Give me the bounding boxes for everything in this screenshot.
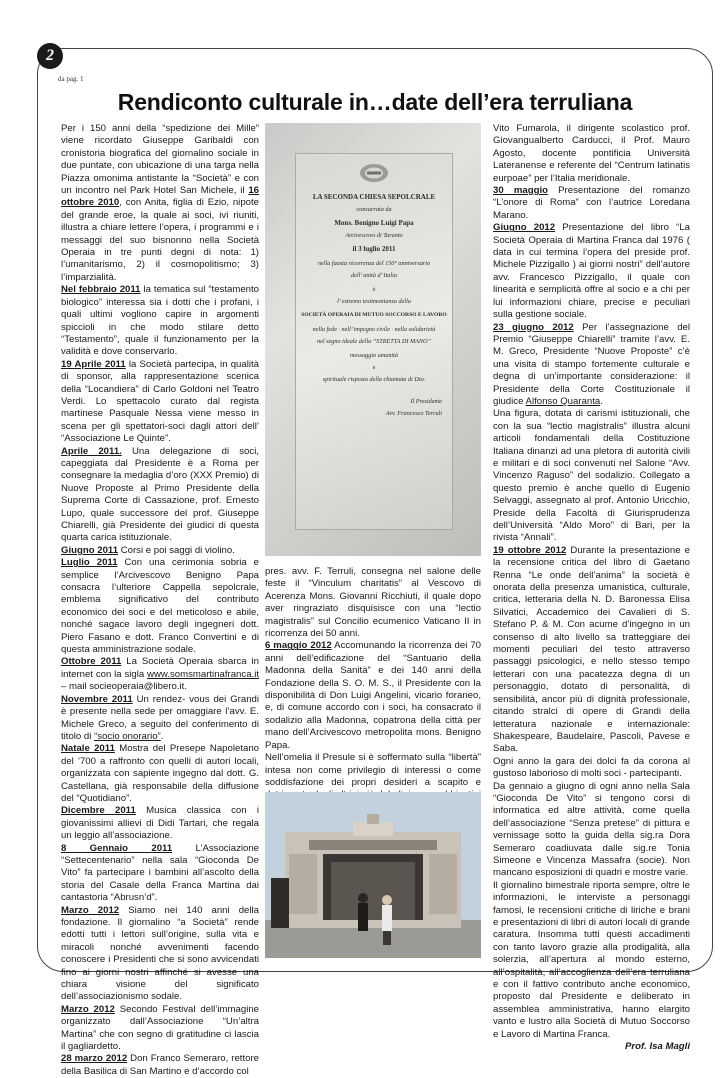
- plaque-line: nel segno ideale della “STRETTA DI MANO”: [317, 338, 431, 345]
- plaque-line: consacrata da: [356, 206, 392, 213]
- website-link[interactable]: www.somsmartinafranca.it: [147, 668, 259, 680]
- plaque-line: l’ estremo testimonianza della: [337, 298, 411, 305]
- paragraph: Vito Fumarola, il dirigente scolastico prof. Giovangualberto Carducci, il Prof. Mauro Agosto, docente pontificia Università Lateranense e referente del “Centrum latinatis eurpoae” per l’Italia meridionale.: [493, 123, 690, 184]
- building-photo: [265, 792, 481, 958]
- marble-plaque: [295, 153, 453, 530]
- paragraph: Nell’omelia il Presule si è soffermato sulla “libertà” intesa non come privilegio di interessi o come soddisfazione dei propri desideri a scapito e: [265, 752, 481, 788]
- building-illustration: [265, 792, 481, 958]
- plaque-line: Il Presidente: [410, 398, 442, 405]
- paragraph: Ottobre 2011 La Società Operaia sbarca in internet con la sigla www.somsmartinafranca.it – mail socieoperaia@libero.it.: [61, 656, 259, 693]
- page-number-badge: 2: [37, 43, 63, 69]
- article-column-2: [265, 566, 481, 792]
- plaque-line: è: [372, 286, 376, 293]
- paragraph: 23 giugno 2012 Per l’assegnazione del Premio “Giuseppe Chiarelli” tramite l’avv. E. M. Greco, Presidente “Nuove Proposte” c’è una visita di stampo fortemente culturale e degna di un’importante considerazione: il Presidente della Corte Costituzionale il giudice Alfonso Quaranta.: [493, 321, 691, 407]
- article-title: Rendiconto culturale in…date dell’era terruliana: [117, 89, 633, 115]
- paragraph: 19 ottobre 2012 Durante la presentazione e la recensione critica del libro di Gaetano Renna “Le onde dell’anima” la società è onorata della presenza umanistica, culturale, critica, letteraria della N. D. Baronessa Elisa Silvatici, Accademico dei Cavalieri di S. Stefano P. & M. Con acume d’ingegno in un consenso di alto livello sa tratteggiare dei momenti peculiari del testo attraverso passaggi psicologici, e nello stesso tempo letterari con una pacatezza degna di un personaggio, dotato di personalità, di sensibilità, ancor più di dignità professionale, citando stralci di opere di Grandi della letteratura nazionale e internazionale: Shakespeare, Baudelaire, Pascoli, Pavese e Saba.: [493, 544, 690, 755]
- paragraph: 19 Aprile 2011 la Società partecipa, in qualità di sponsor, alla rappresentazione scenica della “Locandiera” di Carlo Goldoni nel Teatro Verdi. Lo spettacolo curato dal regista martinese Pasquale Nessa viene messo in scena per gli spettatori-soci dagli attori dell’ “Associazione Le Quinte”.: [61, 358, 259, 445]
- article-column-1: [61, 123, 260, 1077]
- paragraph: Natale 2011 Mostra del Presepe Napoletano del ’700 a raffronto con quelli di autori locali, organizzata con sapiente ingegno dal dott. G. Castellana, già responsabile della diffusione del “Quotidiano”.: [61, 743, 259, 804]
- plaque-line: dell’ unità d’ Italia: [351, 272, 397, 279]
- author-signature: Prof. Isa Magli: [624, 1041, 690, 1053]
- plaque-photo: [265, 123, 481, 556]
- paragraph: Marzo 2012 Siamo nei 140 anni della fondazione. Il giornalino “a Società” rende edotti tutti i lettori sull’origine, sulla vita e miracoli nonché avvenimenti facendo conoscere i Presidenti che si sono avvicendati fino ai giorni nostri affinché si avesse una chiara visione del significato dell’associazionismo sodale.: [61, 904, 259, 1003]
- continued-from-note: da pag. 1: [58, 75, 84, 83]
- plaque-line: nella fede · nell’ impegno civile · nella solidarietà: [312, 326, 436, 333]
- paragraph: 28 marzo 2012 Don Franco Semeraro, rettore della Basilica di San Martino e d’accordo col: [61, 1053, 259, 1077]
- plaque-line: Avv. Francesco Terruli: [385, 410, 442, 417]
- paragraph: Da gennaio a giugno di ogni anno nella Sala “Gioconda De Vito” si tengono corsi di informatica ed altre attività, come quella dell’associazione “Senza pretese” di pittura e vernissage sotto la guida della sig.ra Dora Semeraro coadiuvata dalle sig.re Tonia Simeone e Vincenza Massafra (socie). Non mancano esposizioni di quadri e mostre varie.: [493, 780, 690, 879]
- plaque-line: nella fausta ricorrenza del 150° anniversario: [317, 260, 431, 267]
- article-column-3: [493, 123, 691, 1053]
- plaque-line: e: [372, 364, 376, 371]
- paragraph: Una figura, dotata di carismi istituzionali, che con la sua “lectio magistralis” illustra alcuni articoli fondamentali della Costituzione Italiana dinanzi ad una pletora di autorità civili e militari e di soci convenuti nel Salone “Avv. Vincenzo Raguso” del sodalizio. Collegato a questo premio è anche quello di Eugenio Selvaggi, assegnato al prof. Antonio Uricchio, Preside della Facoltà di Giurisprudenza dell’Università “Aldo Moro” di Bari, per la rivista “Annali”.: [493, 408, 690, 544]
- paragraph: Aprile 2011. Una delegazione di soci, capeggiata dal Presidente è a Roma per consegnare la medaglia d’oro (XXX Premio) di Nuove Proposte al Primo Presidente della Suprema Corte di Cassazione, prof. Ernesto Lupo, quale successore del prof. Giuseppe Chiarelli, già Presidente dei giudici di questa quarta carica istituzionale.: [61, 445, 259, 544]
- paragraph: Per i 150 anni della “spedizione dei Mille” viene ricordato Giuseppe Garibaldi con cronistoria biografica del giornalino sociale in due puntate, con ubicazione di una targa nella Piazza omonima antistante la “Società” e con un incontro nel Park Hotel San Michele, il 16 ottobre 2010, con Anita, figlia di Ezio, nipote del grande eroe, la quale ai soci, ivi riuniti, illustra a chiare lettere l’opera, i programmi e i messaggi del suo bisnonno nella Società Operaia in tre punti degni di nota: 1) l’umanitarismo, 2) il cosmopolitismo; 3) l’imparzialità.: [61, 123, 259, 283]
- paragraph: Luglio 2011 Con una cerimonia sobria e semplice l’Arcivescovo Benigno Papa consacra l’ulteriore Cappella sepolcrale, emblema significativo del contributo economico dei soci e del meticoloso e abile, nonché sagace lavoro degli ingegneri dott. Piero Fasano e dott. Franco Convertini e di questa amministrazione sodale.: [61, 557, 259, 656]
- plaque-line: spirituale risposta della chiamata di Dio.: [322, 376, 426, 383]
- paragraph: pres. avv. F. Terruli, consegna nel salone delle feste il “Vinculum charitatis” al Vescovo di Acerenza Mons. Giovanni Ricchiuti, il quale dopo aver ringraziato disquisisce con una “lectio magistralis” sul Concilio ecumenico Vaticano II in ricorrenza dei 50 anni.: [265, 566, 481, 640]
- plaque-line: Mons. Benigno Luigi Papa: [334, 219, 414, 227]
- paragraph: 30 maggio Presentazione del romanzo “L’onore di Roma” con l’autrice Loredana Marano.: [493, 185, 690, 221]
- paragraph: Il giornalino bimestrale riporta sempre, oltre le informazioni, le interviste a personaggi famosi, le recensioni critiche di liriche e brani e presentazioni di libri di autori locali di grande caratura. Insomma tutti questi accadimenti con tanto lavoro grazie alla prodigalità, alla solerzia, all’apertura al mondo esterno, all’ospitalità, all’accoglienza dell’era terruliana e con il fattivo contributo anche economico, proposto dal Presidente e deliberato in assemblea amministrativa, hanno elargito vanto e lustro alla Società di Mutuo Soccorso e Lavoro di Martina Franca.: [493, 879, 690, 1040]
- paragraph: Nel febbraio 2011 la tematica sul “testamento biologico” interessa sia i dotti che i profani, i quali ultimi vogliono capire in argomenti spiccioli in che modo stilare detto “Testamento”, quale il funzionamento per la validità e dove conservarlo.: [61, 284, 260, 358]
- paragraph: Marzo 2012 Secondo Festival dell’immagine organizzato dall’Associazione “Un’altra Martina” che con segno di gratitudine ci lascia il gagliardetto.: [61, 1003, 259, 1053]
- plaque-line: Arcivescovo di Taranto: [345, 232, 403, 239]
- emblem-icon: [358, 162, 390, 184]
- paragraph: Dicembre 2011 Musica classica con i giovanissimi allievi di Didi Tartari, che regala un leggio all’associazione.: [61, 805, 259, 842]
- paragraph: Ogni anno la gara dei dolci fa da corona al gustoso laborioso di molti soci - partecipanti.: [493, 755, 690, 780]
- paragraph: Novembre 2011 Un rendez- vous dei Grandi è presente nella sede per omaggiare l’avv. E. Michele Greco, a seguito del conferimento di titolo di “socio onorario”.: [61, 693, 259, 742]
- plaque-line: LA SECONDA CHIESA SEPOLCRALE: [312, 193, 436, 201]
- paragraph: 6 maggio 2012 Accomunando la ricorrenza dei 70 anni dell’edificazione del “Santuario della Madonna della Sanità” e dei 140 anni della Fondazione della S. O. M. S., il Presidente con la disponibilità di Don Luigi Angelini, vicario foraneo, e, di comune accordo con i soci, ha consacrato il sodalizio alla Madonna, copatrona della città per mano dell’Arcivescovo metropolita mons. Benigno Papa.: [265, 640, 481, 751]
- paragraph: Giugno 2011 Corsi e poi saggi di violino.: [61, 544, 235, 556]
- plaque-line: messaggio umanità: [350, 352, 398, 359]
- paragraph: Giugno 2012 Presentazione del libro “La Società Operaia di Martina Franca dal 1976 ( data in cui termina l’opera del preside prof. Michele Pizzigallo ) ai giorni nostri” dell’autore avv. Francesco Pizzigallo, il quale con linearità e semplicità offre al socio e a chi per lui informazioni chiare, precise e peculiari sulla gestione sociale.: [493, 222, 691, 321]
- plaque-line: SOCIETÀ OPERAIA DI MUTUO SOCCORSO E LAVORO: [301, 312, 447, 318]
- plaque-line: il 3 luglio 2011: [352, 245, 396, 253]
- paragraph: 8 Gennaio 2011 L’Associazione “Settecentenario” nella sala “Gioconda De Vito” fa partecipare i bambini all’ascolto della storia del Casale della Franca Martina dai cantastoria “Abrusn’d”.: [61, 842, 259, 904]
